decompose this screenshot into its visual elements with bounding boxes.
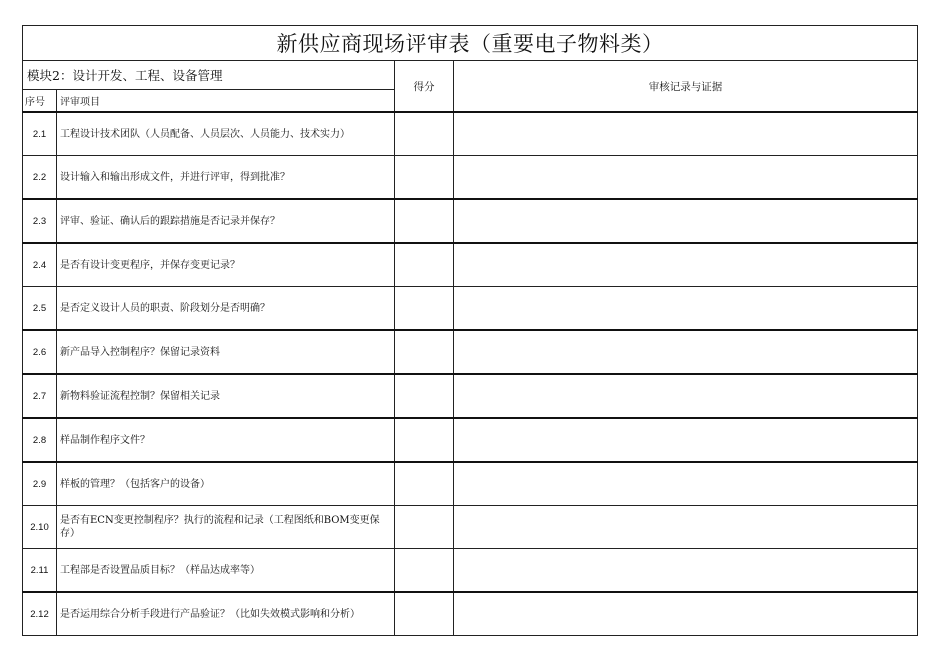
table-row [23,549,918,593]
review-item-text: 工程部是否设置品质目标？（样品达成率等） [57,549,395,593]
score-cell[interactable] [395,549,454,593]
row-number: 2.6 [23,330,57,374]
evidence-header: 审核记录与证据 [454,61,918,113]
row-number: 2.11 [23,549,57,593]
table-row [23,112,918,156]
review-item-text: 工程设计技术团队（人员配备、人员层次、人员能力、技术实力） [57,112,395,156]
score-cell[interactable] [395,462,454,506]
evidence-cell[interactable] [454,243,918,287]
row-number: 2.7 [23,374,57,418]
table-row [23,506,918,549]
score-cell[interactable] [395,592,454,636]
evidence-cell[interactable] [454,374,918,418]
score-cell[interactable] [395,112,454,156]
table-row [23,156,918,200]
row-number: 2.12 [23,592,57,636]
score-cell[interactable] [395,156,454,200]
review-item-text: 是否有设计变更程序，并保存变更记录？ [57,243,395,287]
evidence-cell[interactable] [454,592,918,636]
table-row [23,287,918,331]
row-number: 2.1 [23,112,57,156]
evidence-cell[interactable] [454,506,918,549]
score-cell[interactable] [395,330,454,374]
row-number: 2.9 [23,462,57,506]
evidence-cell[interactable] [454,418,918,462]
evidence-cell[interactable] [454,112,918,156]
review-item-text: 新物料验证流程控制？保留相关记录 [57,374,395,418]
review-rows [23,112,918,636]
module-label: 模块2：设计开发、工程、设备管理 [23,61,395,90]
table-row [23,592,918,636]
table-row [23,462,918,506]
table-row [23,199,918,243]
item-header: 评审项目 [57,90,395,113]
row-number: 2.4 [23,243,57,287]
score-cell[interactable] [395,374,454,418]
score-cell[interactable] [395,199,454,243]
row-number: 2.5 [23,287,57,331]
module-row [23,61,918,90]
score-cell[interactable] [395,506,454,549]
review-item-text: 是否运用综合分析手段进行产品验证？（比如失效模式影响和分析） [57,592,395,636]
review-item-text: 新产品导入控制程序？保留记录资料 [57,330,395,374]
score-cell[interactable] [395,418,454,462]
evidence-cell[interactable] [454,199,918,243]
score-header: 得分 [395,61,454,113]
table-row [23,243,918,287]
evidence-cell[interactable] [454,156,918,200]
score-cell[interactable] [395,243,454,287]
review-item-text: 是否定义设计人员的职责、阶段划分是否明确？ [57,287,395,331]
score-cell[interactable] [395,287,454,331]
evidence-cell[interactable] [454,462,918,506]
table-row [23,374,918,418]
row-number: 2.8 [23,418,57,462]
form-title: 新供应商现场评审表（重要电子物料类） [23,26,918,61]
evidence-cell[interactable] [454,287,918,331]
review-form [22,25,917,636]
row-number: 2.2 [23,156,57,200]
seq-header: 序号 [23,90,57,113]
review-item-text: 评审、验证、确认后的跟踪措施是否记录并保存？ [57,199,395,243]
table-row [23,330,918,374]
row-number: 2.10 [23,506,57,549]
evidence-cell[interactable] [454,330,918,374]
review-item-text: 样品制作程序文件？ [57,418,395,462]
review-item-text: 是否有ECN变更控制程序？执行的流程和记录（工程图纸和BOM变更保存） [57,506,395,549]
evidence-cell[interactable] [454,549,918,593]
row-number: 2.3 [23,199,57,243]
review-table [22,25,918,636]
review-item-text: 样板的管理？（包括客户的设备） [57,462,395,506]
review-item-text: 设计输入和输出形成文件，并进行评审，得到批准？ [57,156,395,200]
title-row [23,26,918,61]
table-row [23,418,918,462]
